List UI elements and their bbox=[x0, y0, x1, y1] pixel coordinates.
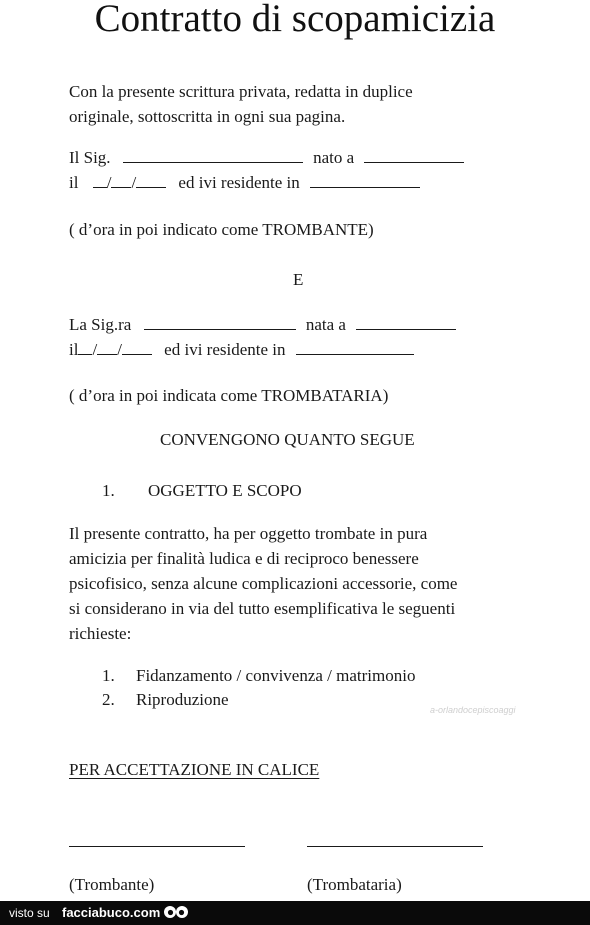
exclusion-text: Riproduzione bbox=[136, 690, 229, 709]
party1-year-blank bbox=[136, 173, 166, 188]
party1-month-blank bbox=[111, 173, 131, 188]
date-slash: / bbox=[117, 340, 122, 359]
signature-label-left: (Trombante) bbox=[69, 875, 155, 894]
party2-born-label: nata a bbox=[305, 315, 346, 334]
body-line: si considerano in via del tutto esemplificativa le seguenti bbox=[69, 599, 456, 618]
body-line: Il presente contratto, ha per oggetto trombate in pura bbox=[69, 524, 428, 543]
party1-name-blank bbox=[123, 148, 303, 163]
party2-label: La Sig.ra bbox=[69, 315, 132, 334]
party2-year-blank bbox=[122, 340, 152, 355]
body-line: amicizia per finalità ludica e di reciproco benessere bbox=[69, 549, 419, 568]
intro-line-1: Con la presente scrittura privata, redatta in duplice bbox=[69, 82, 413, 101]
party1-day-blank bbox=[93, 173, 107, 188]
intro-line-2: originale, sottoscritta in ogni sua pagina. bbox=[69, 107, 346, 126]
date-slash: / bbox=[92, 340, 98, 359]
party2-birthplace-blank bbox=[356, 315, 456, 330]
exclusion-number: 1. bbox=[102, 666, 115, 685]
party2-day-blank bbox=[78, 340, 92, 355]
party2-role-note: ( d’ora in poi indicata come TROMBATARIA) bbox=[69, 386, 389, 405]
party1-label: Il Sig. bbox=[69, 148, 111, 167]
party1-residence-blank bbox=[310, 173, 420, 188]
signature-line-right bbox=[307, 846, 483, 847]
party1-name-row bbox=[69, 145, 464, 170]
exclusion-item bbox=[102, 663, 416, 688]
exclusion-text: Fidanzamento / convivenza / matrimonio bbox=[136, 666, 416, 685]
acceptance-heading: PER ACCETTAZIONE IN CALICE bbox=[69, 760, 320, 779]
party2-residence-label: ed ivi residente in bbox=[164, 340, 286, 359]
agreement-heading: CONVENGONO QUANTO SEGUE bbox=[160, 430, 415, 449]
party1-birthplace-blank bbox=[364, 148, 464, 163]
watermark: a-orlandocepiscoaggi bbox=[430, 705, 516, 715]
body-line: richieste: bbox=[69, 624, 132, 643]
section-heading bbox=[102, 478, 302, 503]
owl-eyes-icon bbox=[163, 904, 189, 921]
date-slash: / bbox=[131, 173, 137, 192]
party2-month-blank bbox=[97, 340, 117, 355]
body-line: psicofisico, senza alcune complicazioni accessorie, come bbox=[69, 574, 458, 593]
footer-site-link[interactable]: facciabuco.com bbox=[62, 905, 161, 920]
date-slash: / bbox=[106, 173, 112, 192]
party2-date-prefix: il bbox=[69, 340, 79, 359]
exclusion-number: 2. bbox=[102, 690, 115, 709]
section-title: OGGETTO E SCOPO bbox=[148, 481, 302, 500]
party2-date-row bbox=[69, 337, 414, 362]
site-footer bbox=[0, 901, 590, 925]
signature-line-left bbox=[69, 846, 245, 847]
section-number: 1. bbox=[102, 481, 115, 500]
party2-name-blank bbox=[144, 315, 296, 330]
signature-label-right: (Trombataria) bbox=[307, 875, 402, 894]
footer-visto-label: visto su bbox=[9, 906, 50, 920]
party1-born-label: nato a bbox=[313, 148, 355, 167]
party1-residence-label: ed ivi residente in bbox=[178, 173, 300, 192]
document-title: Contratto di scopamicizia bbox=[94, 0, 496, 40]
party1-role-note: ( d’ora in poi indicato come TROMBANTE) bbox=[69, 220, 374, 239]
party2-residence-blank bbox=[296, 340, 414, 355]
exclusion-item bbox=[102, 687, 229, 712]
conjunction: E bbox=[293, 270, 304, 289]
party1-date-prefix: il bbox=[69, 173, 79, 192]
party2-name-row bbox=[69, 312, 456, 337]
party1-date-row bbox=[69, 170, 420, 195]
